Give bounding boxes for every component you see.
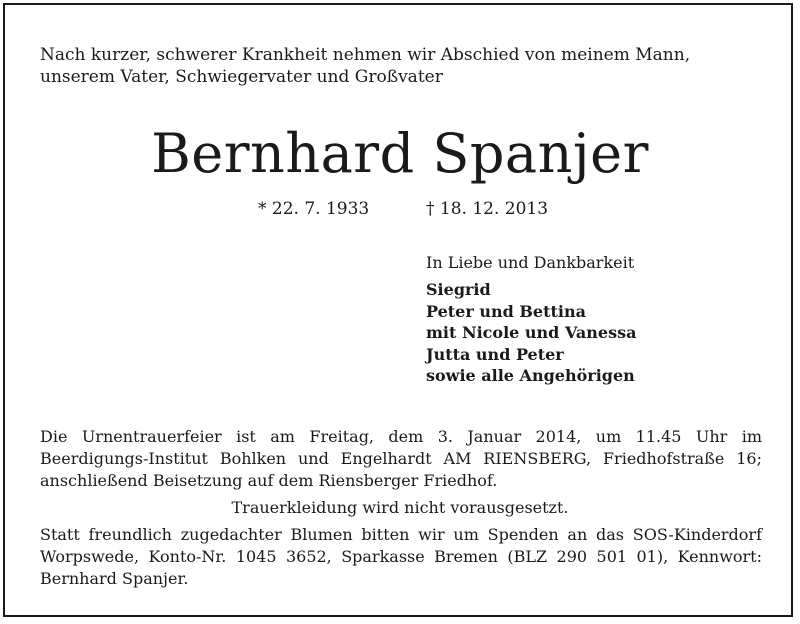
mourner-name: Jutta und Peter [426,344,564,364]
ceremony-info: Die Urnentrauerfeier ist am Freitag, dem 3. Januar 2014, um 11.45 Uhr im Beerdigungs-Institut Bohlken und Engelhardt AM RIENSBERG, Friedhofstraße 16; anschließend Beisetzung auf dem Riensberger Friedhof. [40,427,762,490]
mourner-name: mit Nicole und Vanessa [426,323,637,342]
dress-code-note: Trauerkleidung wird nicht vorausgesetzt. [231,498,569,517]
deceased-name: Bernhard Spanjer [151,122,649,185]
mourners-block [426,252,766,387]
mourner-name: Peter und Bettina [426,301,586,321]
mourners-list [426,279,766,387]
mourner-name: sowie alle Angehörigen [426,366,635,385]
mourners-caption: In Liebe und Dankbarkeit [426,253,635,272]
mourner-name: Siegrid [426,280,491,299]
birth-date: * 22. 7. 1933 [258,199,370,219]
intro-text: Nach kurzer, schwerer Krankheit nehmen wir Abschied von meinem Mann, unserem Vater, Schwiegervater und Großvater [40,45,691,87]
donation-info: Statt freundlich zugedachter Blumen bitten wir um Spenden an das SOS-Kinderdorf Worpswede, Konto-Nr. 1045 3652, Sparkasse Bremen (BLZ 290 501 01), Kennwort: Bernhard Spanjer. [40,525,762,588]
death-date: † 18. 12. 2013 [426,199,549,219]
